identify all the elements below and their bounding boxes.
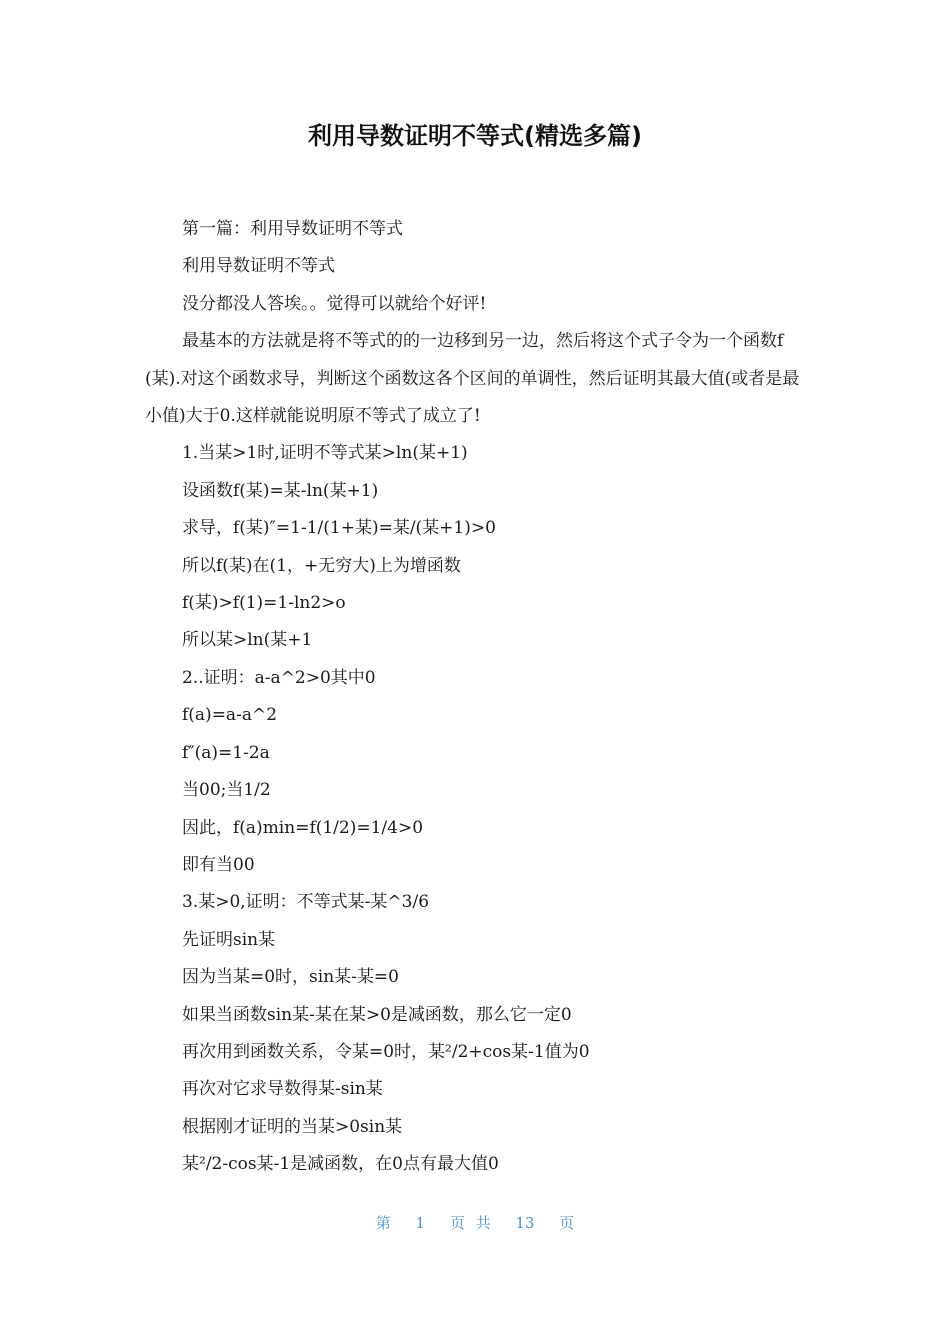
paragraph: 如果当函数sin某-某在某>0是减函数，那么它一定0 — [182, 1004, 572, 1025]
paragraph: f(a)=a-a^2 — [182, 705, 278, 726]
paragraph: 求导，f(某)″=1-1/(1+某)=某/(某+1)>0 — [182, 518, 496, 539]
paragraph: 再次对它求导数得某-sin某 — [182, 1079, 383, 1100]
paragraph: 根据刚才证明的当某>0sin某 — [182, 1116, 403, 1137]
paragraph: 因为当某=0时，sin某-某=0 — [182, 967, 399, 988]
page-footer — [0, 1212, 950, 1233]
document-title: 利用导数证明不等式(精选多篇) — [308, 122, 642, 150]
paragraph: 最基本的方法就是将不等式的的一边移到另一边，然后将这个式子令为一个函数f(某).对这个函数求导，判断这个函数这各个区间的单调性，然后证明其最大值(或者是最小值)大于0.这样就能说明原不等式了成立了! — [145, 331, 800, 427]
paragraph: 当00;当1/2 — [182, 780, 271, 801]
paragraph: 再次用到函数关系，令某=0时，某²/2+cos某-1值为0 — [182, 1041, 590, 1062]
paragraph: 某²/2-cos某-1是减函数，在0点有最大值0 — [182, 1154, 499, 1175]
paragraph: 1.当某>1时,证明不等式某>ln(某+1) — [182, 443, 468, 464]
footer-suffix: 页 — [559, 1214, 575, 1232]
paragraph: f″(a)=1-2a — [182, 742, 270, 763]
paragraph: 即有当00 — [182, 854, 255, 875]
total-pages-number: 13 — [515, 1214, 535, 1232]
paragraph: 第一篇：利用导数证明不等式 — [182, 219, 403, 239]
paragraph: f(某)>f(1)=1-ln2>o — [182, 593, 346, 614]
paragraph: 所以f(某)在(1，+无穷大)上为增函数 — [182, 555, 461, 576]
paragraph: 因此，f(a)min=f(1/2)=1/4>0 — [182, 817, 424, 838]
current-page-number: 1 — [415, 1214, 426, 1232]
paragraph: 所以某>ln(某+1 — [182, 630, 313, 651]
paragraph: 设函数f(某)=某-ln(某+1) — [182, 480, 379, 501]
footer-prefix: 第 — [375, 1214, 391, 1232]
footer-middle: 页 共 — [449, 1214, 491, 1232]
paragraph: 利用导数证明不等式 — [182, 256, 335, 277]
paragraph: 先证明sin某 — [182, 929, 276, 950]
paragraph: 没分都没人答埃。。觉得可以就给个好评! — [182, 293, 487, 314]
document-body — [145, 211, 805, 1184]
paragraph: 3.某>0,证明：不等式某-某^3/6 — [182, 892, 430, 913]
paragraph: 2..证明：a-a^2>0其中0 — [182, 667, 376, 688]
